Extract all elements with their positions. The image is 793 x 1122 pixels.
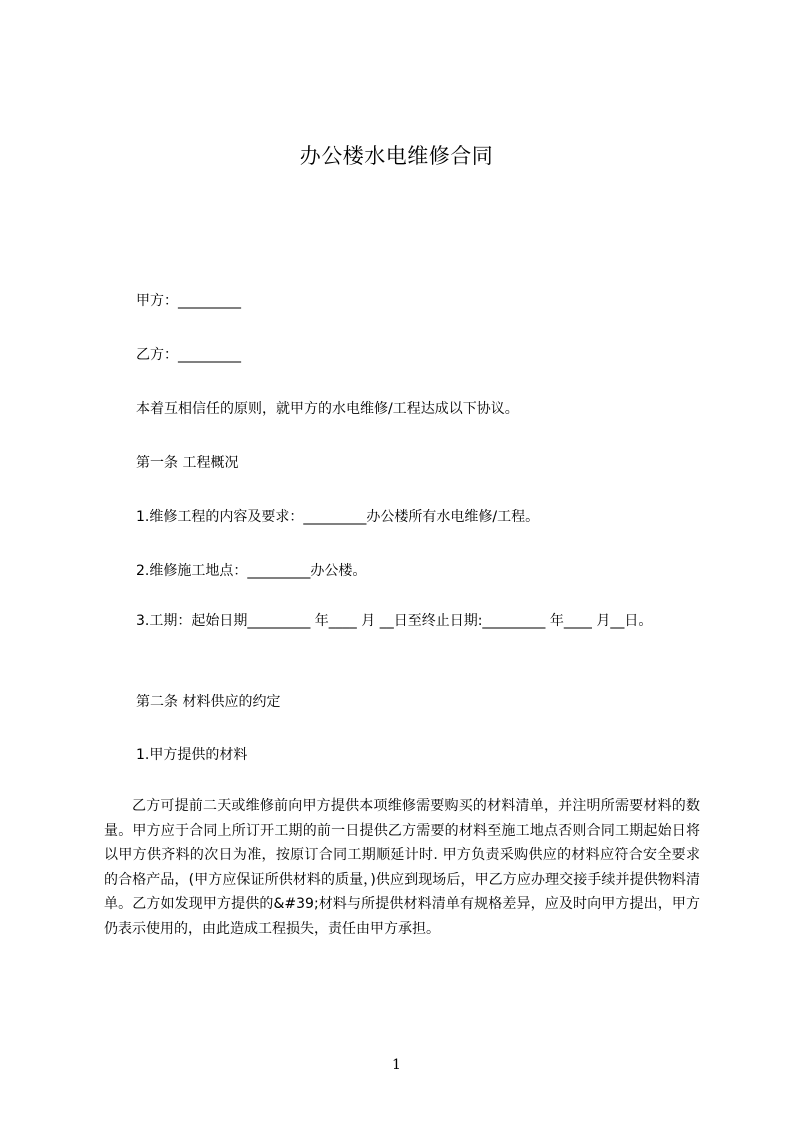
page-number: 1 <box>392 1057 401 1073</box>
article-2-heading: 第二条 材料供应的约定 <box>136 694 281 710</box>
article-1-heading: 第一条 工程概况 <box>136 455 239 471</box>
article-1-item-2: 2.维修施工地点：_________办公楼。 <box>136 563 367 579</box>
document-title: 办公楼水电维修合同 <box>299 144 494 168</box>
article-2-item-1: 1.甲方提供的材料 <box>136 747 248 763</box>
article-1-item-3: 3.工期：起始日期_________ 年____ 月 __日至终止日期:_________ 年____ 月__日。 <box>136 613 653 629</box>
party-a-line: 甲方：_________ <box>136 293 241 309</box>
intro-paragraph: 本着互相信任的原则，就甲方的水电维修/工程达成以下协议。 <box>136 401 519 417</box>
article-2-body: 乙方可提前二天或维修前向甲方提供本项维修需要购买的材料清单，并注明所需要材料的数量。甲方应于合同上所订开工期的前一日提供乙方需要的材料至施工地点否则合同工期起始日将以甲方供齐料的次日为准，按原订合同工期顺延计时. 甲方负责采购供应的材料应符合安全要求的合格产品，(甲方应保证所供材料的质量，)供应到现场后，甲乙方应办理交接手续并提供物料清单。乙方如发现甲方提供的&#39;材料与所提供材料清单有规格差异，应及时向甲方提出，甲方仍表示使用的，由此造成工程损失，责任由甲方承担。 <box>104 798 700 937</box>
article-1-item-1: 1.维修工程的内容及要求：_________办公楼所有水电维修/工程。 <box>136 509 540 525</box>
party-b-line: 乙方：_________ <box>136 347 241 363</box>
